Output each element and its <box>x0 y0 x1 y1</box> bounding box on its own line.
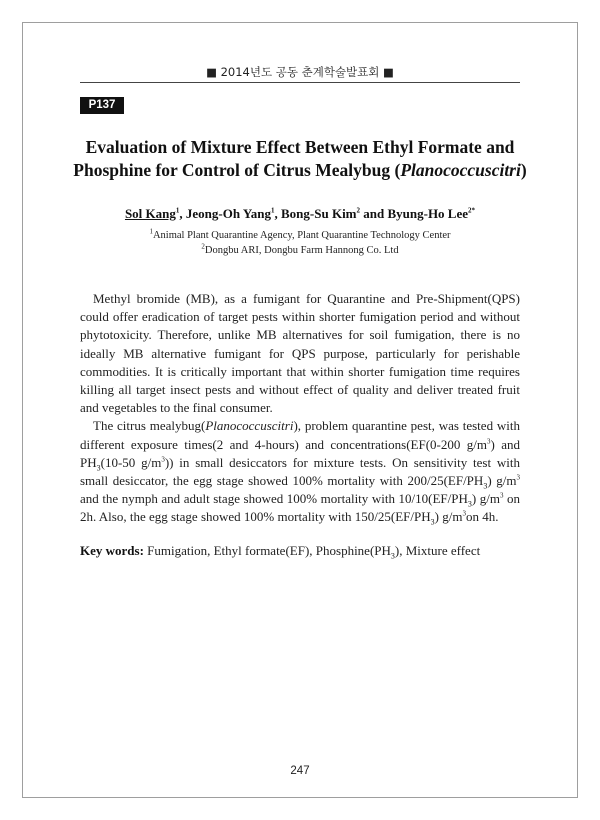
author-3: Bong-Su Kim <box>281 206 357 221</box>
page-number: 247 <box>290 765 310 777</box>
running-header: ■ 2014년도 공동 춘계학술발표회 ■ <box>206 65 394 79</box>
author-1: Sol Kang <box>124 206 176 221</box>
author-4: Byung-Ho Lee <box>387 206 469 221</box>
abstract-paragraph-1: Methyl bromide (MB), as a fumigant for Quarantine and Pre-Shipment(QPS) could offer eradication of target pests within shorter fumigation period and without phytotoxicity. Therefore, unlike MB alternatives for soil fumigation, there is no ideally MB alternative fumigant for QPS purpose, particularly for perishable commodities. It is critically important that within shorter fumigation time requires killing all target insect pests and without effect of quality and deliver treated fruit and vegetables to the final consumer. <box>80 291 520 416</box>
affiliation-2: $^2$Dongbu ARI, Dongbu Farm Hannong Co. Ltd <box>201 242 399 256</box>
abstract <box>80 290 520 527</box>
paper-title <box>0 136 600 182</box>
title-line-2: Phosphine for Control of Citrus Mealybug (Planococcuscitri) <box>73 160 527 180</box>
author-list: Sol Kang$^1$, Jeong-Oh Yang$^1$, Bong-Su Kim$^2$ and Byung-Ho Lee$^{2*}$ <box>124 206 476 221</box>
abstract-paragraph-2: The citrus mealybug(Planococcuscitri), problem quarantine pest, was tested with different exposure times(2 and 4-hours) and concentrations(EF(0-200 $g/m^3$) and $PH_3(10-50$ $g/m^3$)) in small desiccators for mixture tests. On sensitivity test with small desiccator, the egg stage showed 100% mortality with $200/25(EF/PH_3)$ $g/m^3$ and the nymph and adult stage showed 100% mortality with $10/10(EF/PH_3)$ $g/m^3$ on 2h. Also, the egg stage showed 100% mortality with $150/25(EF/PH_3)$ $g/m^3on$ 4h. <box>80 418 521 528</box>
keywords: Key words: Fumigation, Ethyl formate(EF), $Phosphine(PH_3)$, Mixture effect <box>80 543 481 561</box>
author-2: Jeong-Oh Yang <box>185 206 272 221</box>
title-line-1: Evaluation of Mixture Effect Between Ethyl Formate and <box>85 137 515 157</box>
header-rule <box>80 82 520 83</box>
poster-id-badge: P137 <box>80 97 124 114</box>
keywords-label: Key words: <box>80 543 144 558</box>
species-name: Planococcuscitri <box>400 160 521 180</box>
affiliation-1: $^1$Animal Plant Quarantine Agency, Plant Quarantine Technology Center <box>149 227 451 241</box>
